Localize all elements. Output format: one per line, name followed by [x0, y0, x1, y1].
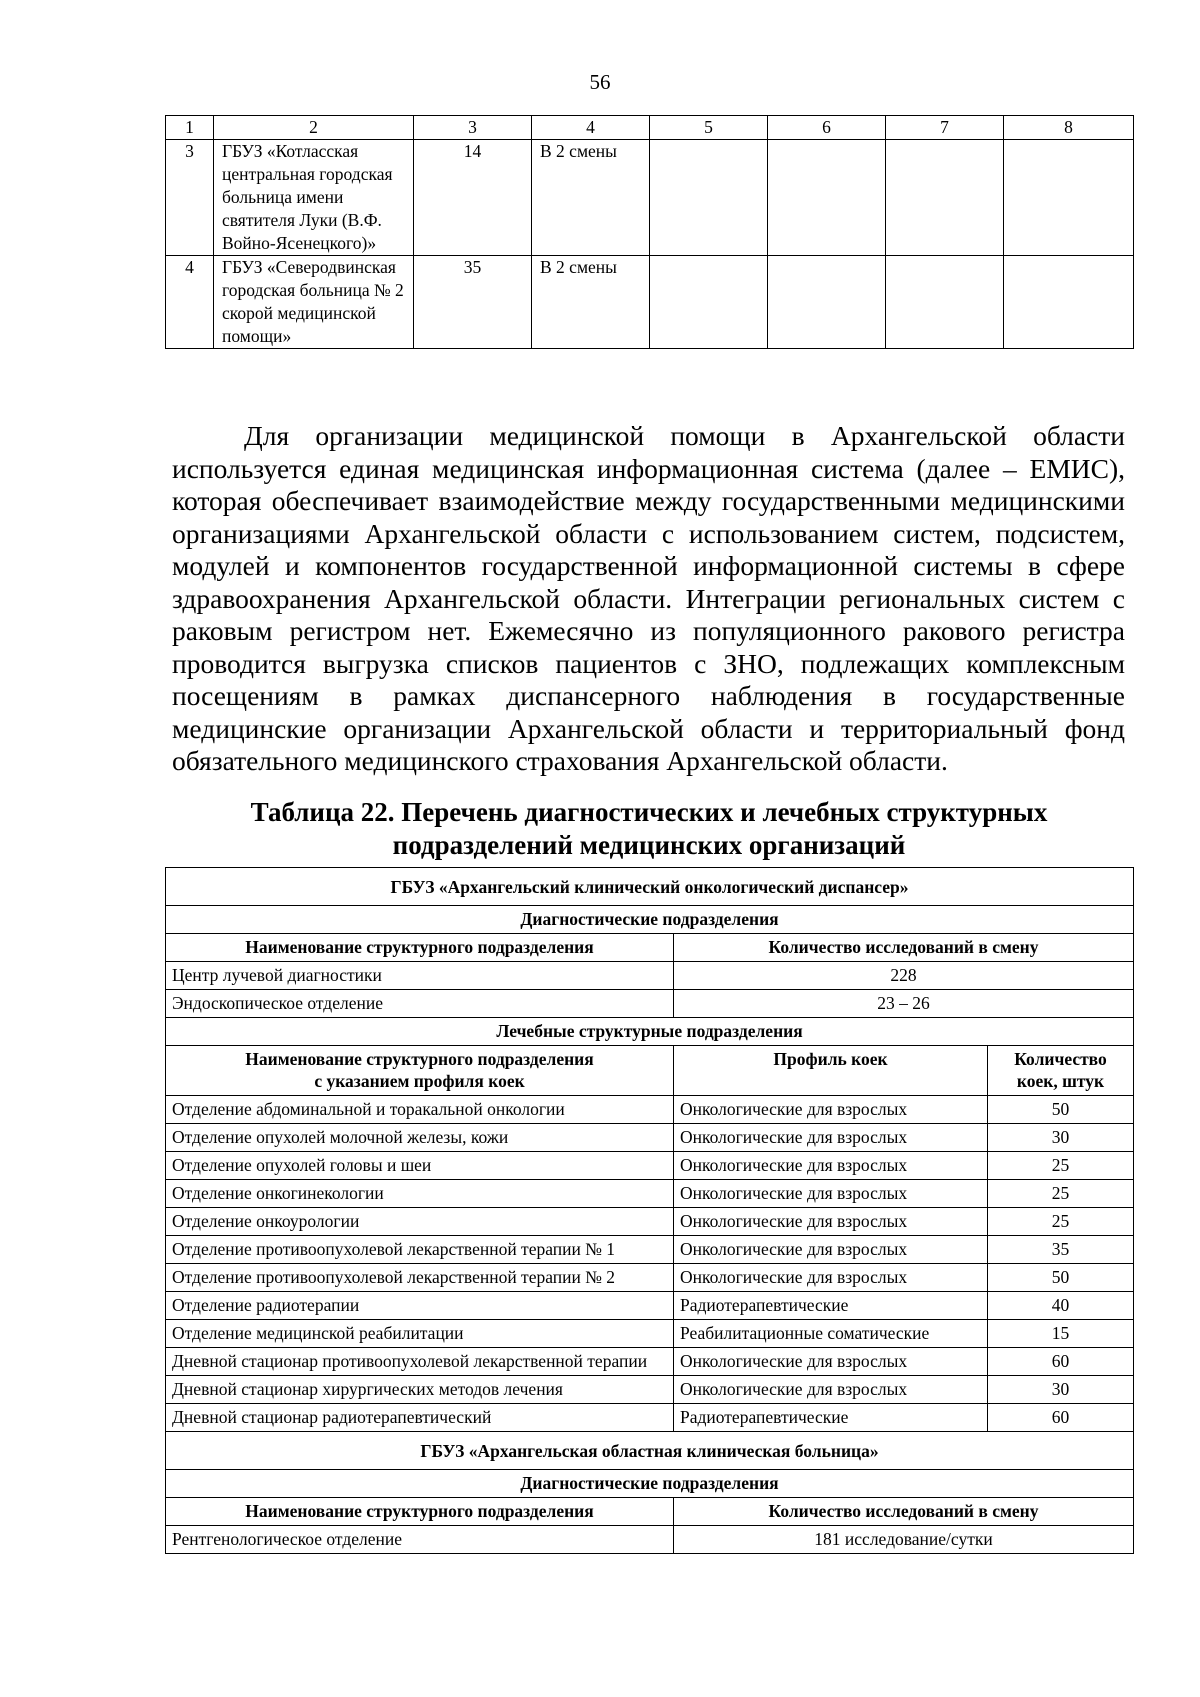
column-number-row	[166, 116, 1134, 140]
column-number-cell: 7	[886, 116, 1004, 140]
column-header: Профиль коек	[674, 1046, 988, 1096]
bed-profile-cell: Онкологические для взрослых	[674, 1124, 988, 1152]
unit-name-cell: Отделение онкогинекологии	[166, 1180, 674, 1208]
body-paragraph	[172, 420, 1125, 778]
column-number-cell: 4	[532, 116, 650, 140]
table-row	[166, 1526, 1134, 1554]
unit-name-cell: Отделение опухолей головы и шеи	[166, 1152, 674, 1180]
count-cell: 23 – 26	[674, 990, 1134, 1018]
table-row	[166, 1404, 1134, 1432]
section-row	[166, 1018, 1134, 1046]
structural-units-table	[165, 867, 1134, 1554]
unit-name-cell: Дневной стационар хирургических методов лечения	[166, 1376, 674, 1404]
column-number-cell: 6	[768, 116, 886, 140]
unit-name-cell: Отделение радиотерапии	[166, 1292, 674, 1320]
org-name: ГБУЗ «Архангельская областная клиническая больница»	[166, 1432, 1134, 1470]
count-cell: 181 исследование/сутки	[674, 1526, 1134, 1554]
table-row	[166, 140, 1134, 256]
bed-profile-cell: Онкологические для взрослых	[674, 1180, 988, 1208]
bed-profile-cell: Радиотерапевтические	[674, 1292, 988, 1320]
column-header-line: коек, штук	[1016, 1071, 1105, 1091]
bed-count-cell: 15	[988, 1320, 1134, 1348]
bed-profile-cell: Онкологические для взрослых	[674, 1236, 988, 1264]
column-header	[988, 1046, 1134, 1096]
column-number-cell: 1	[166, 116, 214, 140]
unit-name-cell: Отделение противоопухолевой лекарственной терапии № 2	[166, 1264, 674, 1292]
table-cell: 4	[166, 256, 214, 349]
column-number-cell: 3	[414, 116, 532, 140]
table-row	[166, 1376, 1134, 1404]
table-cell: 14	[414, 140, 532, 256]
bed-profile-cell: Реабилитационные соматические	[674, 1320, 988, 1348]
paragraph-text: Для организации медицинской помощи в Архангельской области используется единая медицинская информационная система (далее – ЕМИС), которая обеспечивает взаимодействие между государственными медицинскими организациями Архангельской области с использованием систем, подсистем, модулей и компонентов государственной информационной системы в сфере здравоохранения Архангельской области. Интеграции региональных систем с раковым регистром нет. Ежемесячно из популяционного ракового регистра проводится выгрузка списков пациентов с ЗНО, подлежащих комплексным посещениям в рамках диспансерного наблюдения в государственные медицинские организации Архангельской области и территориальный фонд обязательного медицинского страхования Архангельской области.	[172, 420, 1125, 776]
unit-name-cell: Отделение противоопухолевой лекарственной терапии № 1	[166, 1236, 674, 1264]
table-cell	[650, 256, 768, 349]
section-title: Диагностические подразделения	[166, 906, 1134, 934]
table-cell	[1004, 256, 1134, 349]
unit-name-cell: Центр лучевой диагностики	[166, 962, 674, 990]
table-row	[166, 1208, 1134, 1236]
column-number-cell: 2	[214, 116, 414, 140]
bed-count-cell: 35	[988, 1236, 1134, 1264]
table-cell	[768, 140, 886, 256]
bed-count-cell: 60	[988, 1404, 1134, 1432]
section-title: Диагностические подразделения	[166, 1470, 1134, 1498]
table-cell: В 2 смены	[532, 140, 650, 256]
continued-table	[165, 115, 1134, 349]
unit-name-cell: Рентгенологическое отделение	[166, 1526, 674, 1554]
table-row	[166, 1348, 1134, 1376]
page-number: 56	[589, 70, 611, 94]
bed-count-cell: 40	[988, 1292, 1134, 1320]
table-cell	[650, 140, 768, 256]
column-header: Наименование структурного подразделения	[166, 934, 674, 962]
section-title: Лечебные структурные подразделения	[166, 1018, 1134, 1046]
section-row	[166, 906, 1134, 934]
unit-name-cell: Отделение медицинской реабилитации	[166, 1320, 674, 1348]
org-name: ГБУЗ «Архангельский клинический онкологический диспансер»	[166, 868, 1134, 906]
column-header-row	[166, 934, 1134, 962]
table-cell: В 2 смены	[532, 256, 650, 349]
table-cell: 35	[414, 256, 532, 349]
column-header-row	[166, 1498, 1134, 1526]
table-cell	[886, 140, 1004, 256]
table-cell	[768, 256, 886, 349]
table-cell: 3	[166, 140, 214, 256]
bed-count-cell: 50	[988, 1264, 1134, 1292]
unit-name-cell: Отделение абдоминальной и торакальной онкологии	[166, 1096, 674, 1124]
table-row	[166, 1236, 1134, 1264]
table-row	[166, 1264, 1134, 1292]
table-row	[166, 1292, 1134, 1320]
table-row	[166, 990, 1134, 1018]
section-row	[166, 1470, 1134, 1498]
column-number-cell: 8	[1004, 116, 1134, 140]
bed-count-cell: 25	[988, 1208, 1134, 1236]
table-row	[166, 1180, 1134, 1208]
bed-profile-cell: Онкологические для взрослых	[674, 1348, 988, 1376]
column-header: Количество исследований в смену	[674, 934, 1134, 962]
column-number-cell: 5	[650, 116, 768, 140]
bed-profile-cell: Онкологические для взрослых	[674, 1376, 988, 1404]
table-row	[166, 256, 1134, 349]
unit-name-cell: Эндоскопическое отделение	[166, 990, 674, 1018]
column-header	[166, 1046, 674, 1096]
bed-profile-cell: Онкологические для взрослых	[674, 1264, 988, 1292]
table-row	[166, 1096, 1134, 1124]
org-row	[166, 1432, 1134, 1470]
table-row	[166, 1152, 1134, 1180]
unit-name-cell: Отделение опухолей молочной железы, кожи	[166, 1124, 674, 1152]
bed-profile-cell: Онкологические для взрослых	[674, 1152, 988, 1180]
bed-count-cell: 25	[988, 1180, 1134, 1208]
bed-count-cell: 50	[988, 1096, 1134, 1124]
table-row	[166, 1320, 1134, 1348]
table-cell	[1004, 140, 1134, 256]
table-cell	[886, 256, 1004, 349]
column-header: Наименование структурного подразделения	[166, 1498, 674, 1526]
count-cell: 228	[674, 962, 1134, 990]
bed-count-cell: 30	[988, 1376, 1134, 1404]
unit-name-cell: Дневной стационар радиотерапевтический	[166, 1404, 674, 1432]
table-caption	[165, 796, 1133, 862]
column-header-line: Наименование структурного подразделения	[245, 1049, 594, 1069]
caption-line-1: Таблица 22. Перечень диагностических и лечебных структурных	[250, 797, 1048, 827]
table-row	[166, 962, 1134, 990]
bed-profile-cell: Онкологические для взрослых	[674, 1208, 988, 1236]
column-header-line: с указанием профиля коек	[314, 1071, 525, 1091]
bed-profile-cell: Радиотерапевтические	[674, 1404, 988, 1432]
bed-profile-cell: Онкологические для взрослых	[674, 1096, 988, 1124]
table-cell: ГБУЗ «Котласская центральная городская больница имени святителя Луки (В.Ф. Войно-Ясенецкого)»	[214, 140, 414, 256]
org-row	[166, 868, 1134, 906]
unit-name-cell: Отделение онкоурологии	[166, 1208, 674, 1236]
caption-line-2: подразделений медицинских организаций	[392, 830, 906, 860]
column-header-row	[166, 1046, 1134, 1096]
bed-count-cell: 30	[988, 1124, 1134, 1152]
column-header: Количество исследований в смену	[674, 1498, 1134, 1526]
table-row	[166, 1124, 1134, 1152]
bed-count-cell: 60	[988, 1348, 1134, 1376]
column-header-line: Количество	[1014, 1049, 1107, 1069]
table-cell: ГБУЗ «Северодвинская городская больница № 2 скорой медицинской помощи»	[214, 256, 414, 349]
unit-name-cell: Дневной стационар противоопухолевой лекарственной терапии	[166, 1348, 674, 1376]
bed-count-cell: 25	[988, 1152, 1134, 1180]
